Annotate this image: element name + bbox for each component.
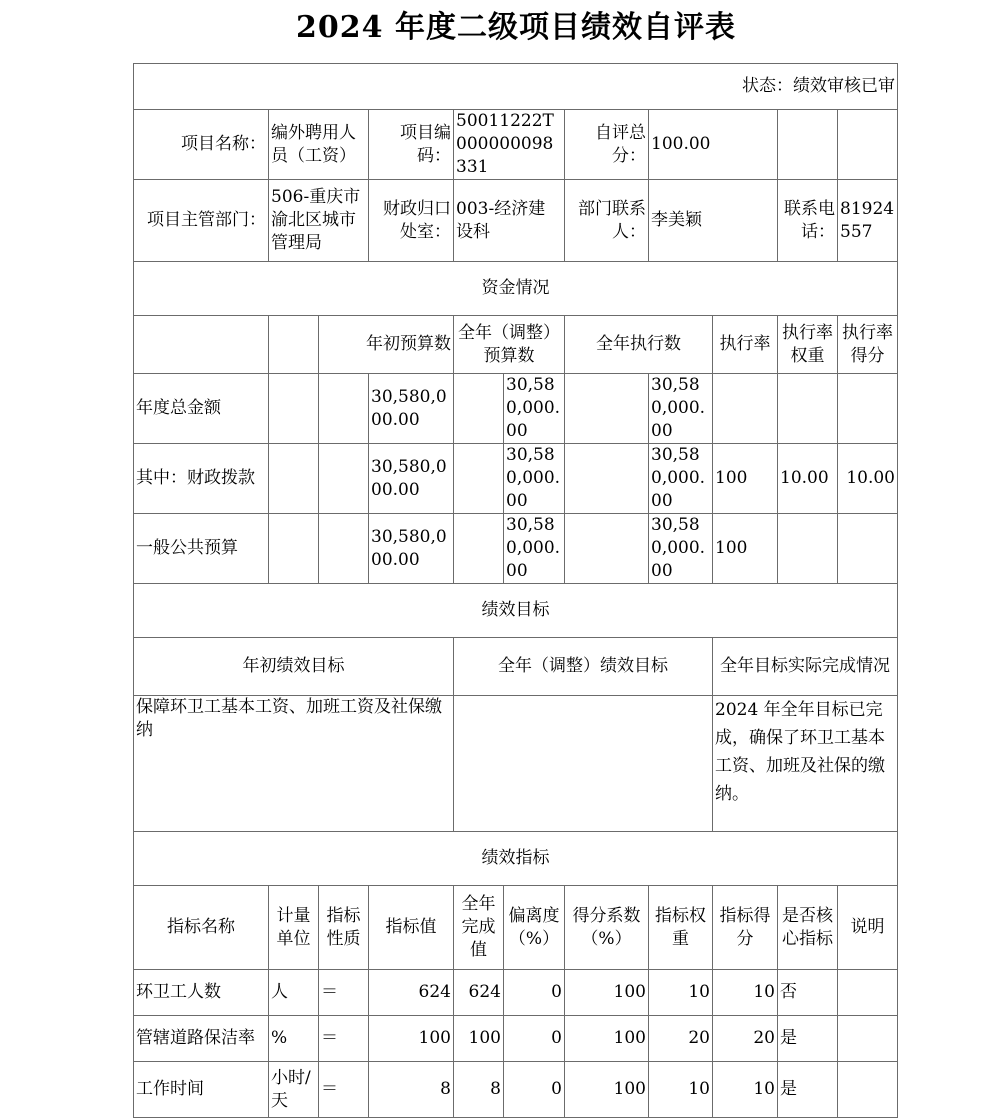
- funds-row: [134, 514, 898, 584]
- indicator-row: [134, 1016, 898, 1062]
- funds-row: [134, 374, 898, 444]
- empty-cell: [838, 110, 898, 180]
- funds-rate: [713, 374, 778, 444]
- empty-cell: [565, 374, 649, 444]
- empty-cell: [269, 444, 319, 514]
- funds-initial: 30,580,000.00: [369, 374, 454, 444]
- indicator-name: 环卫工人数: [134, 970, 269, 1016]
- finance-value: 003-经济建设科: [454, 180, 565, 262]
- goals-adjusted-text: [454, 696, 713, 832]
- funds-header-initial: 年初预算数: [319, 316, 454, 374]
- indicator-unit: 人: [269, 970, 319, 1016]
- project-code-label: 项目编码：: [369, 110, 454, 180]
- empty-cell: [134, 316, 269, 374]
- goals-header-actual: 全年目标实际完成情况: [713, 638, 898, 696]
- indicators-section-title: 绩效指标: [134, 832, 898, 886]
- funds-header-executed: 全年执行数: [565, 316, 713, 374]
- indicator-nature: ＝: [319, 1016, 369, 1062]
- empty-cell: [269, 374, 319, 444]
- indicator-score: 10: [713, 970, 778, 1016]
- indicator-target: 100: [369, 1016, 454, 1062]
- status-text: 状态：绩效审核已审: [134, 64, 898, 110]
- dept-value: 506-重庆市渝北区城市管理局: [269, 180, 369, 262]
- empty-cell: [778, 110, 838, 180]
- indicator-actual: 100: [454, 1016, 504, 1062]
- funds-adjusted: 30,580,000.00: [504, 444, 565, 514]
- project-code-value: 50011222T000000098331: [454, 110, 565, 180]
- indicator-header: 指标性质: [319, 886, 369, 970]
- contact-label: 部门联系人：: [565, 180, 649, 262]
- evaluation-table: [133, 63, 898, 1118]
- goals-section-title: 绩效目标: [134, 584, 898, 638]
- page-title: 2024 年度二级项目绩效自评表: [296, 10, 736, 45]
- indicator-deviation: 0: [504, 1062, 565, 1118]
- funds-row: [134, 444, 898, 514]
- goals-header-initial: 年初绩效目标: [134, 638, 454, 696]
- indicator-note: [838, 970, 898, 1016]
- funds-executed: 30,580,000.00: [649, 514, 713, 584]
- phone-label: 联系电话：: [778, 180, 838, 262]
- empty-cell: [319, 374, 369, 444]
- goals-initial-text: 保障环卫工基本工资、加班工资及社保缴纳: [134, 696, 454, 832]
- funds-score: [838, 514, 898, 584]
- funds-section-title: 资金情况: [134, 262, 898, 316]
- indicator-header: 全年完成值: [454, 886, 504, 970]
- indicator-header: 说明: [838, 886, 898, 970]
- contact-value: 李美颖: [649, 180, 778, 262]
- indicator-header: 偏离度（%）: [504, 886, 565, 970]
- indicator-weight: 10: [649, 1062, 713, 1118]
- funds-rate: 100: [713, 514, 778, 584]
- funds-score: [838, 374, 898, 444]
- indicator-nature: ＝: [319, 970, 369, 1016]
- indicator-core: 是: [778, 1062, 838, 1118]
- funds-header-adjusted: 全年（调整）预算数: [454, 316, 565, 374]
- indicator-deviation: 0: [504, 1016, 565, 1062]
- indicator-core: 否: [778, 970, 838, 1016]
- phone-value: 81924557: [838, 180, 898, 262]
- funds-row-label: 其中：财政拨款: [134, 444, 269, 514]
- indicator-header: 指标名称: [134, 886, 269, 970]
- empty-cell: [454, 514, 504, 584]
- funds-row-label: 年度总金额: [134, 374, 269, 444]
- dept-label: 项目主管部门：: [134, 180, 269, 262]
- indicator-score: 10: [713, 1062, 778, 1118]
- empty-cell: [565, 444, 649, 514]
- indicator-coefficient: 100: [565, 1062, 649, 1118]
- funds-weight: 10.00: [778, 444, 838, 514]
- indicator-coefficient: 100: [565, 970, 649, 1016]
- indicator-actual: 624: [454, 970, 504, 1016]
- indicator-name: 管辖道路保洁率: [134, 1016, 269, 1062]
- indicator-target: 624: [369, 970, 454, 1016]
- empty-cell: [319, 514, 369, 584]
- indicator-row: [134, 970, 898, 1016]
- indicator-note: [838, 1062, 898, 1118]
- funds-executed: 30,580,000.00: [649, 444, 713, 514]
- indicator-weight: 20: [649, 1016, 713, 1062]
- indicator-header: 得分系数（%）: [565, 886, 649, 970]
- indicator-header: 指标得分: [713, 886, 778, 970]
- indicator-header: 指标权重: [649, 886, 713, 970]
- indicator-unit: %: [269, 1016, 319, 1062]
- indicator-weight: 10: [649, 970, 713, 1016]
- funds-score: 10.00: [838, 444, 898, 514]
- funds-initial: 30,580,000.00: [369, 444, 454, 514]
- indicator-header: 计量单位: [269, 886, 319, 970]
- indicator-note: [838, 1016, 898, 1062]
- funds-adjusted: 30,580,000.00: [504, 514, 565, 584]
- empty-cell: [319, 444, 369, 514]
- indicator-core: 是: [778, 1016, 838, 1062]
- indicator-score: 20: [713, 1016, 778, 1062]
- indicator-actual: 8: [454, 1062, 504, 1118]
- funds-adjusted: 30,580,000.00: [504, 374, 565, 444]
- project-name-label: 项目名称：: [134, 110, 269, 180]
- funds-header-rate: 执行率: [713, 316, 778, 374]
- funds-weight: [778, 374, 838, 444]
- indicator-name: 工作时间: [134, 1062, 269, 1118]
- funds-row-label: 一般公共预算: [134, 514, 269, 584]
- indicator-header: 是否核心指标: [778, 886, 838, 970]
- empty-cell: [454, 374, 504, 444]
- indicator-nature: ＝: [319, 1062, 369, 1118]
- indicator-coefficient: 100: [565, 1016, 649, 1062]
- project-name-value: 编外聘用人员（工资）: [269, 110, 369, 180]
- empty-cell: [565, 514, 649, 584]
- funds-rate: 100: [713, 444, 778, 514]
- funds-weight: [778, 514, 838, 584]
- finance-label: 财政归口处室：: [369, 180, 454, 262]
- empty-cell: [269, 316, 319, 374]
- funds-header-score: 执行率得分: [838, 316, 898, 374]
- score-label: 自评总分：: [565, 110, 649, 180]
- funds-executed: 30,580,000.00: [649, 374, 713, 444]
- score-value: 100.00: [649, 110, 778, 180]
- indicator-header: 指标值: [369, 886, 454, 970]
- empty-cell: [269, 514, 319, 584]
- goals-actual-text: 2024 年全年目标已完成，确保了环卫工基本工资、加班及社保的缴纳。: [713, 696, 898, 832]
- empty-cell: [454, 444, 504, 514]
- indicator-row: [134, 1062, 898, 1118]
- indicator-deviation: 0: [504, 970, 565, 1016]
- goals-header-adjusted: 全年（调整）绩效目标: [454, 638, 713, 696]
- indicator-unit: 小时/天: [269, 1062, 319, 1118]
- funds-header-weight: 执行率权重: [778, 316, 838, 374]
- funds-initial: 30,580,000.00: [369, 514, 454, 584]
- indicator-target: 8: [369, 1062, 454, 1118]
